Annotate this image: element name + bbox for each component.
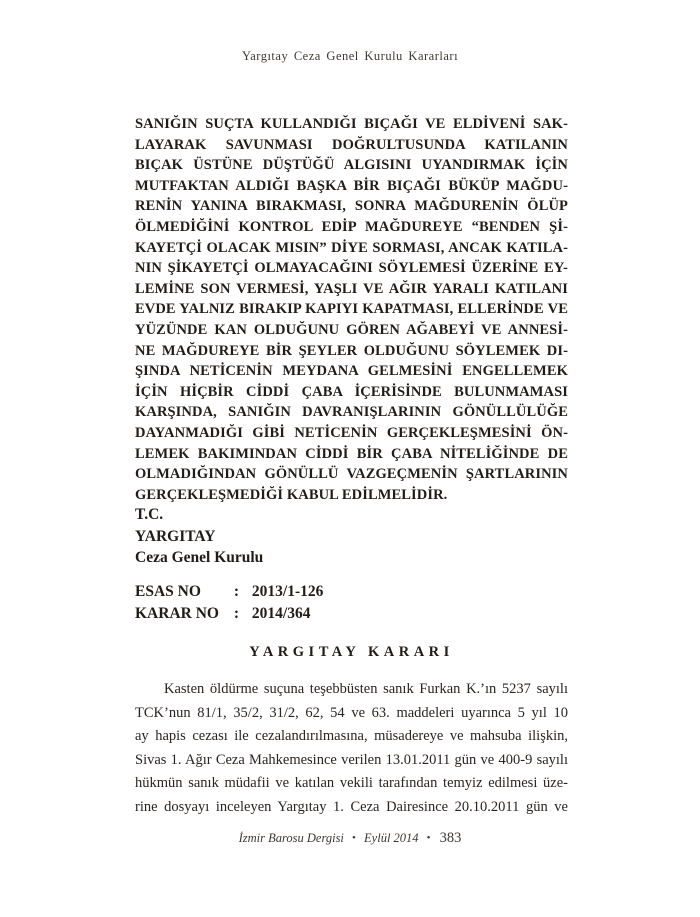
court-name: YARGITAY	[135, 527, 216, 545]
headnote-paragraph	[135, 114, 568, 505]
karar-no-label: KARAR NO	[135, 605, 219, 622]
footer-bullet-2: •	[426, 832, 431, 844]
court-block	[135, 504, 263, 569]
page-footer	[0, 830, 700, 847]
text-line: Sivas 1. Ağır Ceza Mahkemesince verilen 13.01.2011 gün ve 400-9 sayılı	[135, 751, 568, 768]
court-country: T.C.	[135, 506, 164, 523]
text-line: YÜZÜNDE KAN OLDUĞUNU GÖREN AĞABEYİ VE ANNESİ-	[135, 321, 568, 338]
esas-no-value: 2013/1-126	[251, 583, 324, 600]
text-line: hükmün sanık müdafii ve katılan vekili tarafından temyiz edilmesi üze-	[135, 775, 568, 792]
text-line: DAYANMADIĞI GİBİ NETİCENİN GERÇEKLEŞMESİNİ ÖN-	[135, 424, 568, 441]
text-line: KAYETÇİ OLACAK MISIN” DİYE SORMASI, ANCAK KATILA-	[135, 239, 568, 256]
court-chamber: Ceza Genel Kurulu	[135, 549, 264, 567]
text-line: GERÇEKLEŞMEDİĞİ KABUL EDİLMELİDİR.	[135, 486, 448, 503]
decision-heading: YARGITAY KARARI	[249, 644, 454, 660]
esas-no-label: ESAS NO	[135, 583, 201, 600]
text-line: RENİN YANINA BIRAKMASI, SONRA MAĞDURENİN ÖLÜP	[135, 198, 568, 215]
running-header: Yargıtay Ceza Genel Kurulu Kararları	[241, 49, 459, 63]
esas-no-separator: :	[233, 583, 240, 600]
text-line: KARŞINDA, SANIĞIN DAVRANIŞLARININ GÖNÜLLÜLÜĞE	[135, 404, 568, 421]
case-number-table	[135, 581, 323, 625]
text-line: İÇİN HİÇBİR CİDDİ ÇABA İÇERİSİNDE BULUNMAMASI	[135, 383, 568, 400]
text-line: NIN ŞİKAYETÇİ OLMAYACAĞINI SÖYLEMESİ ÜZERİNE EY-	[135, 260, 568, 277]
karar-no-row	[135, 603, 323, 625]
decision-body-paragraph	[135, 678, 568, 820]
text-line: ÖLMEDİĞİNİ KONTROL EDİP MAĞDUREYE “BENDEN Şİ-	[135, 218, 568, 235]
text-line: SANIĞIN SUÇTA KULLANDIĞI BIÇAĞI VE ELDİVENİ SAK-	[135, 116, 568, 132]
text-line: ŞINDA NETİCENİN MEYDANA GELMESİNİ ENGELLEMEK	[135, 363, 568, 380]
text-line: Kasten öldürme suçuna teşebbüsten sanık Furkan K.’ın 5237 sayılı	[164, 681, 568, 697]
karar-no-separator: :	[233, 605, 240, 622]
text-line: OLMADIĞINDAN GÖNÜLLÜ VAZGEÇMENİN ŞARTLARININ	[135, 466, 568, 483]
footer-bullet-1: •	[352, 832, 356, 844]
journal-title: İzmir Barosu Dergisi	[238, 831, 344, 845]
karar-no-value: 2014/364	[251, 605, 311, 622]
text-line: EVDE YALNIZ BIRAKIP KAPIYI KAPATMASI, ELLERİNDE VE	[135, 301, 568, 318]
text-line: TCK’nun 81/1, 35/2, 31/2, 62, 54 ve 63. maddeleri uyarınca 5 yıl 10	[135, 704, 568, 721]
text-line: LEMEK BAKIMINDAN CİDDİ BİR ÇABA NİTELİĞİNDE DE	[135, 445, 568, 462]
text-line: rine dosyayı inceleyen Yargıtay 1. Ceza Dairesince 20.10.2011 gün ve	[135, 798, 568, 815]
text-line: BIÇAK ÜSTÜNE DÜŞTÜĞÜ ALGISINI UYANDIRMAK İÇİN	[135, 157, 568, 174]
issue-date: Eylül 2014	[364, 831, 419, 845]
text-line: LEMİNE SON VERMESİ, YAŞLI VE AĞIR YARALI KATILANI	[135, 280, 568, 297]
esas-no-row	[135, 581, 323, 603]
page-number: 383	[439, 830, 462, 846]
text-line: NE MAĞDUREYE BİR ŞEYLER OLDUĞUNU SÖYLEMEK DI-	[135, 342, 568, 359]
text-line: ay hapis cezası ile cezalandırılmasına, müsadereye ve mahsuba ilişkin,	[135, 728, 568, 745]
text-line: LAYARAK SAVUNMASI DOĞRULTUSUNDA KATILANIN	[135, 136, 568, 153]
text-line: MUTFAKTAN ALDIĞI BAŞKA BİR BIÇAĞI BÜKÜP MAĞDU-	[135, 177, 568, 194]
